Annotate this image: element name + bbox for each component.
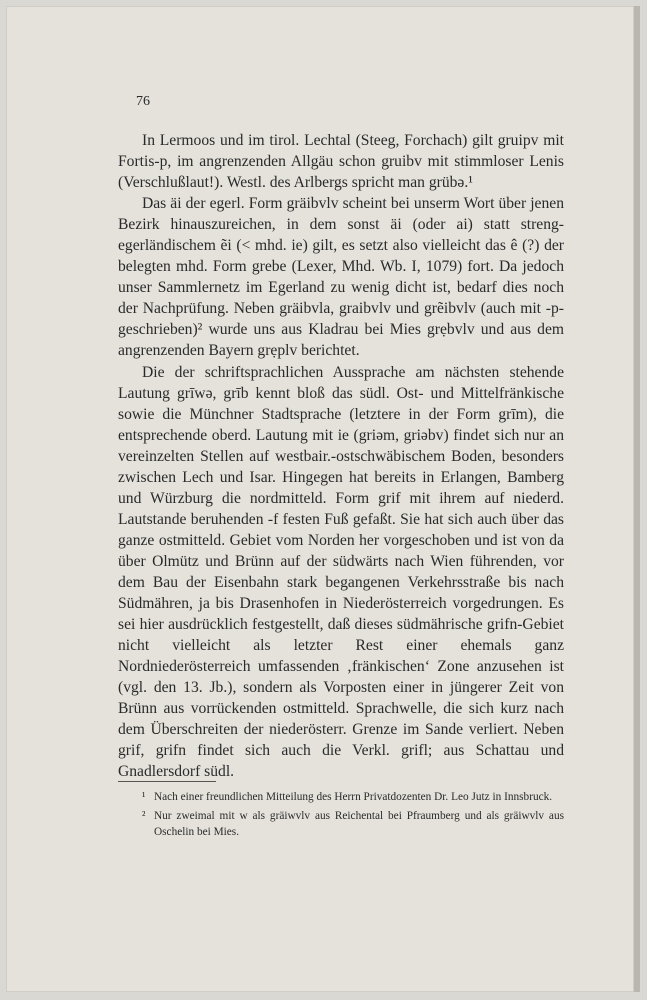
footnotes [118,789,564,843]
book-page [6,6,640,992]
page-number: 76 [136,94,150,109]
footnote-1 [118,789,564,806]
footnote-mark: ² [142,809,146,822]
footnote-text: Nach einer freundlichen Mitteilung des Herrn Privatdozenten Dr. Leo Jutz in Innsbruck. [154,791,553,803]
footnote-2 [118,808,564,841]
paragraph-3: Die der schriftsprachlichen Aussprache am nächsten stehende Lautung grīwə, grīb kennt bloß das südl. Ost- und Mittelfränkische sowie die Münchner Stadtsprache (letztere in der Form grīm), die entsprechende oberd. Lautung mit ie (griəm, griəbv) findet sich nur an vereinzelten Stellen auf westbair.-ostschwäbischem Boden, besonders zwischen Lech und Isar. Hingegen hat bereits in Erlangen, Bamberg und Würzburg die nordmitteld. Form grif mit ihrem auf niederd. Lautstande beruhenden -f festen Fuß gefaßt. Sie hat sich auch über das ganze ostmitteld. Gebiet vom Norden her vorgeschoben und ist von da über Olmütz und Brünn auf der südwärts nach Wien führenden, vor dem Bau der Eisenbahn stark begangenen Verkehrsstraße bis nach Südmähren, ja bis Drasenhofen in Niederösterreich vorgedrungen. Es sei hier ausdrücklich festgestellt, daß dieses südmährische grifn-Gebiet nicht vielleicht als letzter Rest einer ehemals ganz Nordniederösterreich umfassenden ‚fränkischen‘ Zone anzusehen ist (vgl. den 13. Jb.), sondern als Vorposten einer in jüngerer Zeit von Brünn aus vorrückenden ostmitteld. Sprachwelle, die sich kurz nach dem Überschreiten der niederösterr. Grenze im Sande verliert. Neben grif, grifn findet sich auch die Verkl. grifl; aus Schattau und Gnadlersdorf südl. [118,363,564,781]
paragraph-1: In Lermoos und im tirol. Lechtal (Steeg, Forchach) gilt gruipv mit Fortis-p, im angrenzenden Allgäu schon gruibv mit stimmloser Lenis (Verschlußlaut!). Westl. des Arlbergs spricht man grübə.¹ [118,132,564,192]
footnote-mark: ¹ [142,791,146,803]
paragraph-2: Das äi der egerl. Form gräibvlv scheint bei unserm Wort über jenen Bezirk hinauszureichen, in dem sonst äi (oder ai) statt streng-egerländischem ẽi (< mhd. ie) gilt, es setzt also vielleicht das ê (?) der belegten mhd. Form grebe (Lexer, Mhd. Wb. I, 1079) fort. Da jedoch unser Sammlernetz im Egerland zu wenig dicht ist, bedarf dies noch der Nachprüfung. Neben gräibvla, graibvlv und grẽibvlv (auch mit -p- geschrieben)² wurde uns aus Kladrau bei Mies grẹbvlv und aus dem angrenzenden Bayern grẹplv berichtet. [118,195,564,360]
footnote-divider [118,781,216,782]
footnote-text: Nur zweimal mit w als gräiwvlv aus Reichental bei Pfraumberg und als gräiwvlv aus Oschelin bei Mies. [154,809,564,839]
body-text [118,130,564,782]
